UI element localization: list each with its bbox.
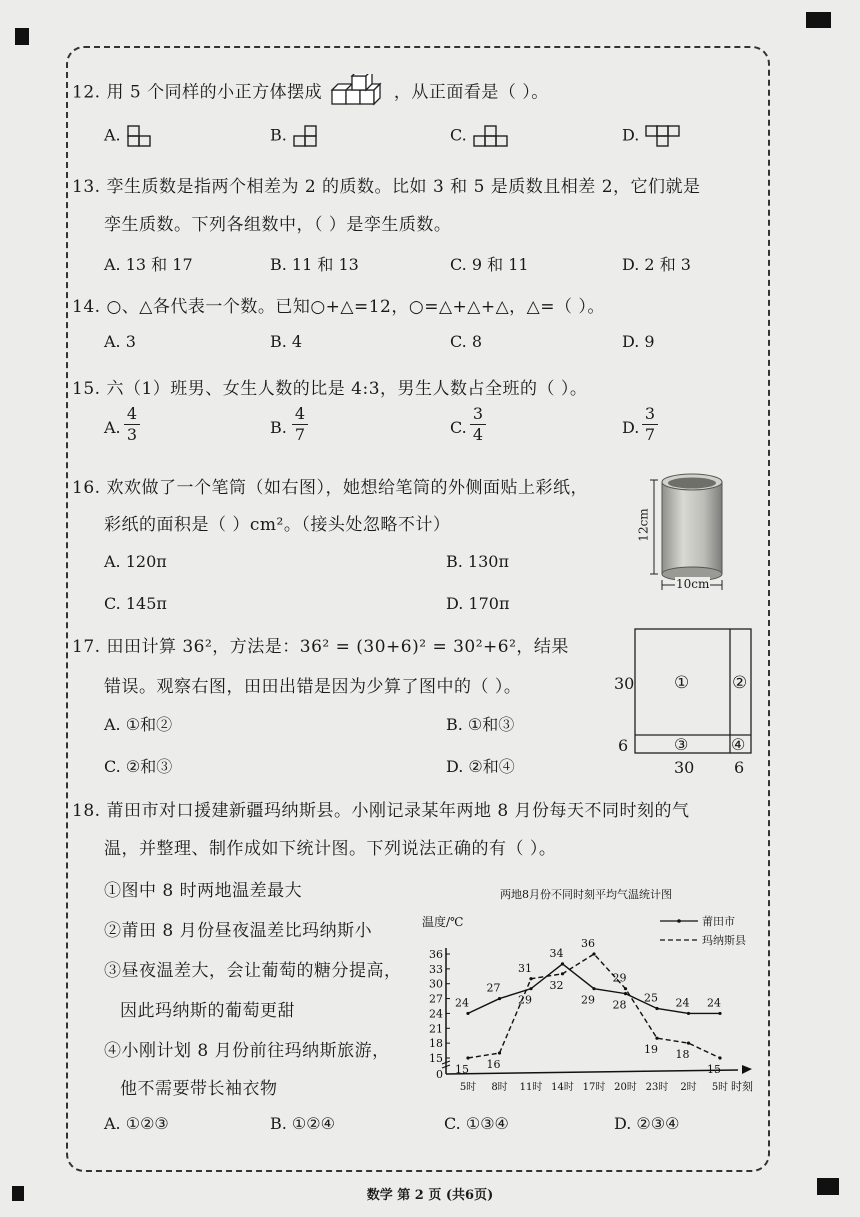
q18-statement-2: ②莆田 8 月份昼夜温差比玛纳斯小	[104, 921, 373, 941]
x-tick-label: 5时	[711, 1082, 729, 1092]
cylinder-width-label: 10cm	[676, 577, 710, 591]
data-label: 32	[549, 978, 564, 992]
x-tick-label: 23时	[645, 1082, 669, 1092]
data-point	[718, 1012, 721, 1015]
data-point	[561, 972, 564, 975]
q15-option-a-letter[interactable]: A.	[104, 418, 121, 437]
data-label: 29	[612, 971, 627, 985]
x-tick-label: 17时	[582, 1082, 606, 1092]
corner-mark-top-right	[806, 12, 831, 28]
data-point	[561, 962, 564, 965]
data-label: 28	[612, 998, 627, 1012]
q13-line1: 13. 孪生质数是指两个相差为 2 的质数。比如 3 和 5 是质数且相差 2，它们就是	[72, 177, 701, 197]
q18-statement-4: ④小刚计划 8 月份前往玛纳斯旅游，	[104, 1041, 390, 1061]
q16-option-a[interactable]: A. 120π	[104, 552, 167, 571]
side-label-30: 30	[614, 674, 635, 693]
data-label: 24	[707, 996, 721, 1010]
y-axis-label: 温度/℃	[422, 915, 464, 929]
q14-option-a[interactable]: A. 3	[104, 332, 136, 351]
q14-stem: 14. ○、△各代表一个数。已知○+△=12，○=△+△+△，△=（ ）。	[72, 297, 605, 317]
x-tick-label: 8时	[491, 1082, 508, 1092]
q15-option-c-letter[interactable]: C.	[450, 418, 467, 437]
y-tick-label: 30	[429, 977, 443, 991]
x-tick-label: 5时	[459, 1082, 477, 1092]
x-tick-label: 14时	[551, 1082, 574, 1092]
data-label: 18	[675, 1048, 690, 1062]
q17-line2: 错误。观察右图，田田出错是因为少算了图中的（ ）。	[104, 677, 522, 697]
fraction-denominator: 4	[472, 425, 484, 444]
data-point	[498, 997, 501, 1000]
region-2-label: ②	[732, 673, 748, 693]
data-label: 15	[707, 1063, 721, 1076]
side-label-6: 6	[618, 736, 629, 755]
q17-option-d[interactable]: D. ②和④	[446, 757, 515, 776]
data-label: 19	[644, 1043, 658, 1057]
data-label: 29	[581, 993, 595, 1007]
q18-line1: 18. 莆田市对口援建新疆玛纳斯县。小刚记录某年两地 8 月份每天不同时刻的气	[72, 801, 690, 821]
data-label: 24	[455, 996, 469, 1010]
view-shape-d	[644, 124, 686, 148]
data-point	[624, 992, 627, 995]
y-tick-label: 0	[436, 1068, 443, 1081]
data-point	[655, 1007, 658, 1010]
data-point	[624, 987, 627, 990]
q14-option-d[interactable]: D. 9	[622, 332, 655, 351]
q16-line2: 彩纸的面积是（ ）cm²。（接头处忽略不计）	[104, 515, 451, 535]
q12-stem-a: 12. 用 5 个同样的小正方体摆成	[72, 82, 323, 103]
q12-option-c[interactable]: C.	[450, 124, 514, 148]
chart-title: 两地8月份不同时刻平均气温统计图	[500, 888, 672, 901]
q15-option-d-letter[interactable]: D.	[622, 418, 640, 437]
q15-stem: 15. 六（1）班男、女生人数的比是 4:3，男生人数占全班的（ ）。	[72, 379, 588, 399]
fraction-denominator: 3	[126, 425, 138, 444]
q18-line2: 温，并整理、制作成如下统计图。下列说法正确的有（ ）。	[104, 839, 557, 859]
q18-option-b[interactable]: B. ①②④	[270, 1114, 335, 1133]
q12-stem-b: ，从正面看是（ ）。	[393, 82, 549, 103]
fraction-denominator: 7	[644, 425, 656, 444]
fraction-numerator: 3	[472, 404, 484, 423]
y-tick-label: 33	[429, 962, 443, 976]
q15-option-a-fraction	[124, 405, 140, 444]
data-point	[655, 1037, 658, 1040]
q18-statement-3: ③昼夜温差大，会让葡萄的糖分提高，	[104, 961, 402, 981]
bottom-label-6: 6	[734, 758, 745, 777]
data-label: 34	[549, 946, 564, 960]
x-tick-label: 2时	[680, 1082, 697, 1092]
q18-option-a[interactable]: A. ①②③	[104, 1114, 169, 1133]
view-shape-b	[292, 124, 328, 148]
x-tick-label: 20时	[614, 1082, 637, 1092]
y-tick-label: 27	[429, 992, 443, 1006]
data-point	[687, 1012, 690, 1015]
q16-line1: 16. 欢欢做了一个笔筒（如右图），她想给笔筒的外侧面贴上彩纸，	[72, 478, 588, 498]
q14-option-c[interactable]: C. 8	[450, 332, 483, 351]
y-tick-label: 24	[429, 1007, 443, 1021]
data-point	[529, 977, 532, 980]
fraction-numerator: 4	[294, 404, 306, 423]
q17-line1: 17. 田田计算 36²，方法是：36² = (30+6)² = 30²+6²，结果	[72, 637, 569, 657]
q18-statement-3-cont: 因此玛纳斯的葡萄更甜	[120, 1001, 295, 1021]
q13-option-c[interactable]: C. 9 和 11	[450, 255, 529, 274]
data-label: 31	[518, 961, 532, 975]
fraction-denominator: 7	[294, 425, 306, 444]
data-label: 15	[455, 1063, 469, 1076]
q13-option-a[interactable]: A. 13 和 17	[104, 255, 193, 274]
y-tick-label: 21	[429, 1022, 443, 1036]
q15-option-c-fraction	[470, 405, 486, 444]
data-point	[466, 1012, 469, 1015]
q16-option-b[interactable]: B. 130π	[446, 552, 509, 571]
q17-option-c[interactable]: C. ②和③	[104, 757, 173, 776]
q12-stem	[72, 74, 549, 112]
q15-option-d-fraction	[642, 405, 658, 444]
legend-label: 莆田市	[702, 915, 735, 928]
data-label: 29	[518, 993, 532, 1007]
data-label: 36	[581, 937, 595, 950]
legend-marker	[677, 919, 681, 923]
region-4-label: ④	[731, 735, 746, 754]
q12-option-a[interactable]: A.	[104, 124, 162, 148]
data-label: 24	[675, 996, 690, 1010]
region-1-label: ①	[674, 673, 690, 693]
q12-option-d[interactable]: D.	[622, 124, 686, 148]
corner-mark-top-left	[15, 28, 29, 45]
q15-option-b-fraction	[292, 405, 308, 444]
q17-option-b[interactable]: B. ①和③	[446, 715, 515, 734]
q13-option-b[interactable]: B. 11 和 13	[270, 255, 359, 274]
data-point	[687, 1042, 690, 1045]
q18-statement-4-cont: 他不需要带长袖衣物	[120, 1079, 278, 1099]
x-axis-arrow	[742, 1065, 752, 1074]
fraction-numerator: 3	[644, 404, 656, 423]
pen-holder-cylinder-figure	[640, 470, 740, 592]
cylinder-height-label: 12cm	[636, 508, 651, 542]
q17-option-a[interactable]: A. ①和②	[104, 715, 173, 734]
x-tick-label: 11时	[519, 1082, 543, 1092]
y-tick-label: 18	[429, 1037, 443, 1051]
data-point	[529, 987, 532, 990]
data-label: 25	[644, 991, 658, 1005]
q14-option-b[interactable]: B. 4	[270, 332, 303, 351]
data-point	[718, 1056, 721, 1059]
q18-statement-1: ①图中 8 时两地温差最大	[104, 881, 303, 901]
view-shape-c	[472, 124, 514, 148]
data-point	[592, 987, 595, 990]
y-tick-label: 36	[429, 948, 443, 961]
y-tick-label: 15	[429, 1052, 443, 1065]
q18-option-d[interactable]: D. ②③④	[614, 1114, 680, 1133]
fraction-numerator: 4	[126, 404, 138, 423]
page-footer: 数学 第 2 页 (共6页)	[366, 1188, 494, 1203]
q13-option-d[interactable]: D. 2 和 3	[622, 255, 691, 274]
q16-option-c[interactable]: C. 145π	[104, 594, 167, 613]
bottom-label-30: 30	[674, 758, 695, 777]
x-axis-label: 时刻	[731, 1080, 753, 1092]
legend-label: 玛纳斯县	[702, 934, 746, 947]
data-point	[466, 1056, 469, 1059]
view-shape-a	[126, 124, 162, 148]
data-label: 16	[486, 1058, 501, 1072]
q13-line2: 孪生质数。下列各组数中，（ ）是孪生质数。	[104, 215, 452, 235]
q18-option-c[interactable]: C. ①③④	[444, 1114, 509, 1133]
data-point	[592, 952, 595, 955]
temperature-line-chart	[416, 880, 760, 1092]
q16-option-d[interactable]: D. 170π	[446, 594, 510, 613]
data-point	[498, 1051, 501, 1054]
q12-option-b[interactable]: B.	[270, 124, 328, 148]
data-label: 27	[486, 981, 501, 995]
region-3-label: ③	[674, 735, 689, 754]
cube-arrangement-figure	[330, 74, 386, 112]
q15-option-b-letter[interactable]: B.	[270, 418, 287, 437]
